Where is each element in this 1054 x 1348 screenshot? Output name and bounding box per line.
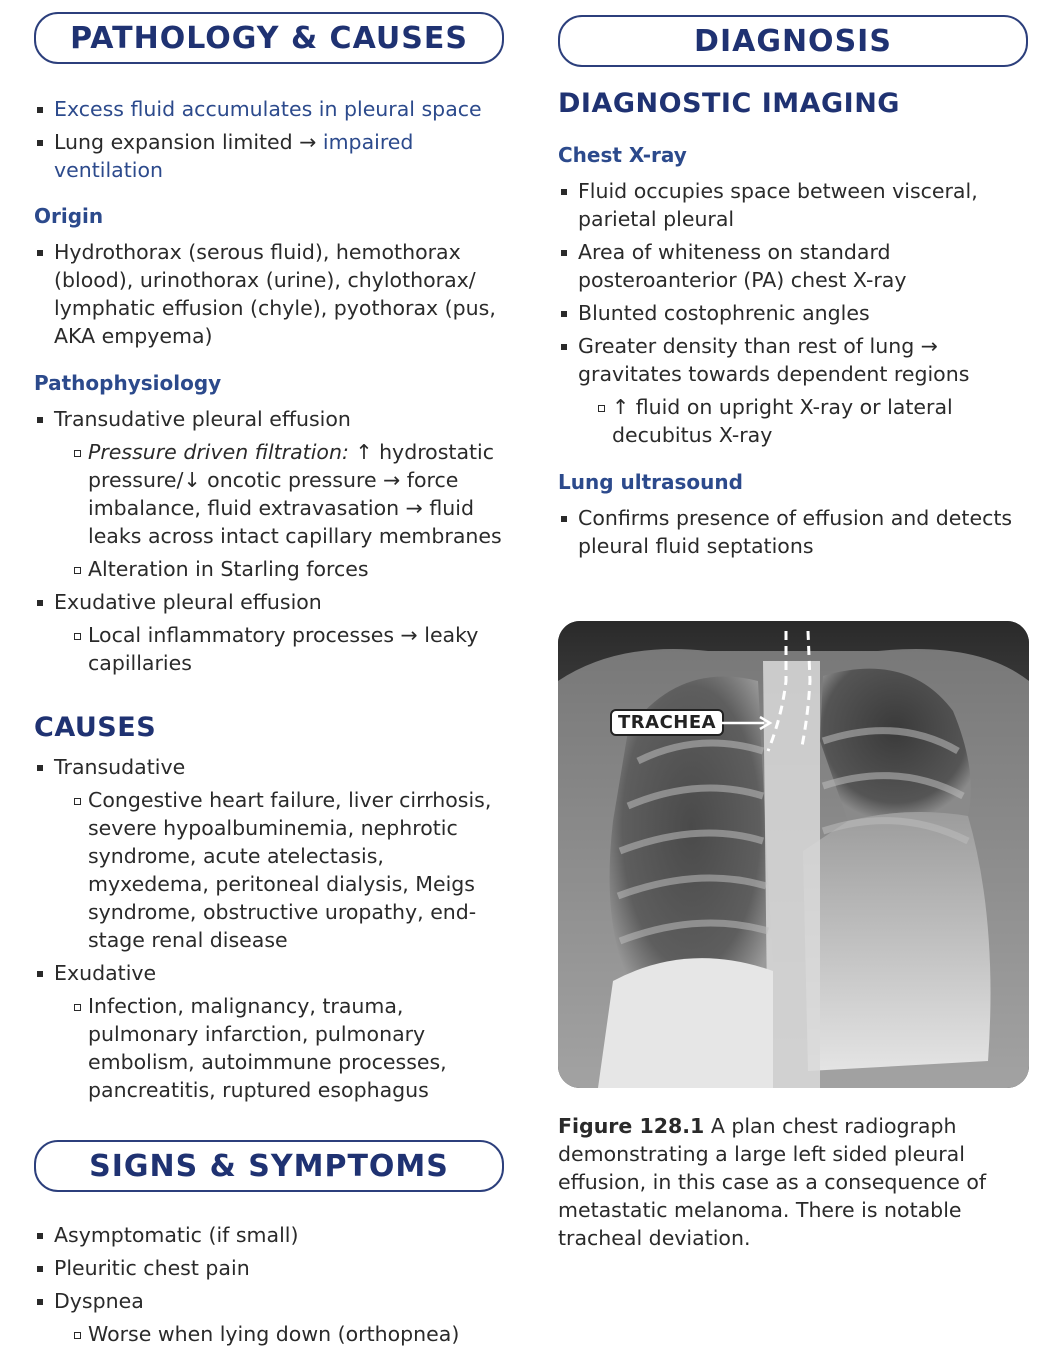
origin-item: Hydrothorax (serous fluid), hemothorax (blood), urinothorax (urine), chylothorax/ lymphatic effusion (chyle), pyothorax (pus, AKA empyema) (34, 238, 504, 350)
origin-heading: Origin (34, 204, 104, 228)
cxr-item-2: Area of whiteness on standard posteroanterior (PA) chest X-ray (558, 238, 1028, 294)
causes-exudative-list: Infection, malignancy, trauma, pulmonary infarction, pulmonary embolism, autoimmune processes, pancreatitis, ruptured esophagus (34, 992, 504, 1104)
intro-item-1: Excess fluid accumulates in pleural space (34, 95, 504, 123)
pressure-item (34, 438, 504, 550)
causes-list (34, 748, 504, 1104)
causes-transudative: Transudative (34, 753, 504, 781)
causes-exudative: Exudative (34, 959, 504, 987)
cxr-item-3: Blunted costophrenic angles (558, 299, 1028, 327)
diagnosis-header: DIAGNOSIS (558, 15, 1028, 67)
pathology-causes-header: PATHOLOGY & CAUSES (34, 12, 504, 64)
causes-heading: CAUSES (34, 712, 157, 743)
xray-illustration (558, 621, 1029, 1088)
transudative-item: Transudative pleural effusion (34, 405, 504, 433)
figure-caption-text: A plan chest radiograph demonstrating a large left sided pleural effusion, in this case as a consequence of metastatic melanoma. There is notable tracheal deviation. (558, 1114, 987, 1250)
figure-number: Figure 128.1 (558, 1114, 705, 1138)
diagnostic-imaging-heading: DIAGNOSTIC IMAGING (558, 88, 900, 119)
cxr-item-4: Greater density than rest of lung → gravitates towards dependent regions (558, 332, 1028, 388)
sign-item-2: Pleuritic chest pain (34, 1254, 504, 1282)
intro-list (34, 90, 504, 184)
pathophysiology-heading: Pathophysiology (34, 371, 222, 395)
intro-item-2 (34, 128, 504, 184)
trachea-arrow (716, 713, 776, 733)
cxr-sub-item: ↑ fluid on upright X-ray or lateral decubitus X-ray (558, 393, 1028, 449)
chest-xray-heading: Chest X-ray (558, 143, 687, 167)
sign-sub-item: Worse when lying down (orthopnea) (34, 1320, 504, 1348)
ultrasound-list (558, 499, 1028, 560)
local-item: Local inflammatory processes → leaky capillaries (34, 621, 504, 677)
cxr-item-1: Fluid occupies space between visceral, parietal pleural (558, 177, 1028, 233)
exudative-item: Exudative pleural effusion (34, 588, 504, 616)
signs-symptoms-header: SIGNS & SYMPTOMS (34, 1140, 504, 1192)
chest-xray-list (558, 172, 1028, 449)
figure-caption (558, 1112, 998, 1252)
trachea-label: TRACHEA (610, 709, 724, 736)
intro-item-2-plain: Lung expansion limited → (54, 130, 323, 154)
causes-transudative-list: Congestive heart failure, liver cirrhosis, severe hypoalbuminemia, nephrotic syndrome, acute atelectasis, myxedema, peritoneal dialysis, Meigs syndrome, obstructive uropathy, end-stage renal disease (34, 786, 504, 954)
chest-xray-image (558, 621, 1029, 1088)
ultrasound-item: Confirms presence of effusion and detects pleural fluid septations (558, 504, 1028, 560)
pressure-label: Pressure driven filtration: (88, 440, 349, 464)
origin-list (34, 233, 504, 350)
intro-item-2-blue: impaired ventilation (54, 130, 414, 182)
pressure-text: ↑ hydrostatic pressure/↓ oncotic pressure → force imbalance, fluid extravasation → fluid leaks across intact capillary membranes (88, 440, 502, 548)
signs-list (34, 1216, 504, 1348)
starling-item: Alteration in Starling forces (34, 555, 504, 583)
sign-item-1: Asymptomatic (if small) (34, 1221, 504, 1249)
lung-ultrasound-heading: Lung ultrasound (558, 470, 743, 494)
pathophysiology-list (34, 400, 504, 677)
sign-item-3: Dyspnea (34, 1287, 504, 1315)
